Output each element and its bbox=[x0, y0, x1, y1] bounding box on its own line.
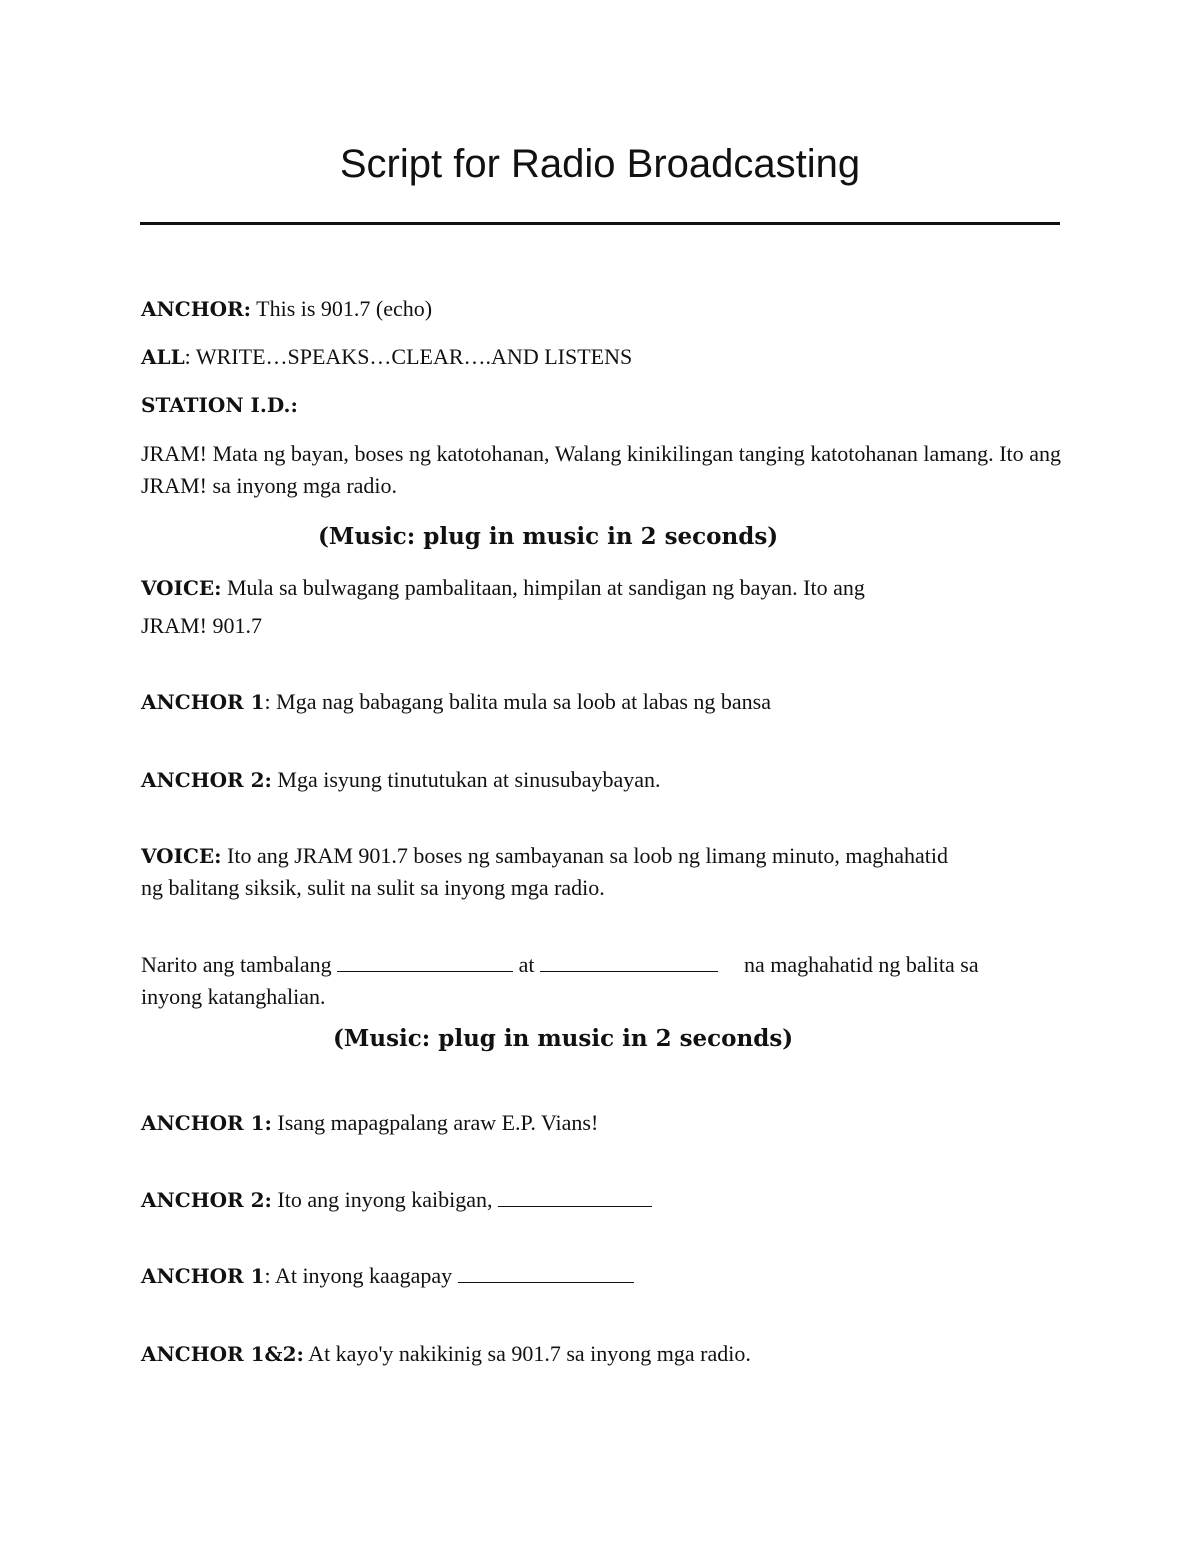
script-line-all bbox=[141, 341, 1061, 373]
script-line-anchor2-b bbox=[141, 1184, 1061, 1216]
speaker-label: ANCHOR 1 bbox=[141, 690, 265, 714]
station-id-heading bbox=[141, 389, 1061, 421]
script-line-anchor-intro bbox=[141, 293, 1061, 325]
music-cue-1: (Music: plug in music in 2 seconds) bbox=[318, 523, 779, 550]
station-id-text: JRAM! Mata ng bayan, boses ng katotohanan, Walang kinikilingan tanging katotohanan lamang. Ito ang JRAM! sa inyong mga radio. bbox=[141, 441, 1061, 498]
script-line-voice-2 bbox=[141, 840, 1061, 872]
speaker-label: ANCHOR 1 bbox=[141, 1264, 265, 1288]
script-line-narito-cont: inyong katanghalian. bbox=[141, 984, 326, 1009]
speaker-label: VOICE: bbox=[141, 576, 222, 600]
speaker-label: ANCHOR 1&2: bbox=[141, 1342, 304, 1366]
blank-line bbox=[337, 949, 513, 972]
line-text: Mga isyung tinututukan at sinusubaybayan. bbox=[271, 767, 661, 792]
speaker-label: ANCHOR: bbox=[141, 297, 252, 321]
script-line-anchor1-a bbox=[141, 686, 1061, 718]
blank-line bbox=[540, 949, 718, 972]
blank-line bbox=[498, 1184, 652, 1207]
speaker-label: STATION I.D.: bbox=[141, 393, 298, 417]
line-text: Ito ang inyong kaibigan, bbox=[271, 1187, 498, 1212]
line-text: Mula sa bulwagang pambalitaan, himpilan at sandigan ng bayan. Ito ang bbox=[221, 575, 865, 600]
page-title: Script for Radio Broadcasting bbox=[339, 142, 861, 186]
line-text: : At inyong kaagapay bbox=[264, 1263, 458, 1288]
line-text: : WRITE…SPEAKS…CLEAR….AND LISTENS bbox=[184, 344, 633, 369]
script-line-anchor-both bbox=[141, 1338, 1061, 1370]
speaker-label: ALL bbox=[141, 345, 185, 369]
speaker-label: ANCHOR 1: bbox=[141, 1111, 272, 1135]
line-text: na maghahatid ng balita sa bbox=[744, 952, 979, 977]
line-text: at bbox=[513, 952, 540, 977]
script-line-anchor1-b bbox=[141, 1107, 1061, 1139]
blank-line bbox=[458, 1260, 634, 1283]
line-text: This is 901.7 (echo) bbox=[251, 296, 433, 321]
script-line-narito bbox=[141, 949, 1061, 981]
speaker-label: VOICE: bbox=[141, 844, 222, 868]
line-text: Narito ang tambalang bbox=[141, 952, 338, 977]
line-text: : Mga nag babagang balita mula sa loob at labas ng bansa bbox=[264, 689, 772, 714]
script-line-voice-1 bbox=[141, 572, 1061, 604]
script-line-voice-2-cont: ng balitang siksik, sulit na sulit sa inyong mga radio. bbox=[141, 875, 605, 900]
speaker-label: ANCHOR 2: bbox=[141, 1188, 272, 1212]
title-underline bbox=[140, 222, 1060, 225]
script-line-anchor1-c bbox=[141, 1260, 1061, 1292]
music-cue-2: (Music: plug in music in 2 seconds) bbox=[333, 1025, 794, 1052]
script-line-anchor2-a bbox=[141, 764, 1061, 796]
line-text: At kayo'y nakikinig sa 901.7 sa inyong mga radio. bbox=[303, 1341, 751, 1366]
line-text: Ito ang JRAM 901.7 boses ng sambayanan sa loob ng limang minuto, maghahatid bbox=[221, 843, 949, 868]
script-line-voice-1-cont: JRAM! 901.7 bbox=[141, 613, 263, 638]
speaker-label: ANCHOR 2: bbox=[141, 768, 272, 792]
line-text: Isang mapagpalang araw E.P. Vians! bbox=[271, 1110, 599, 1135]
